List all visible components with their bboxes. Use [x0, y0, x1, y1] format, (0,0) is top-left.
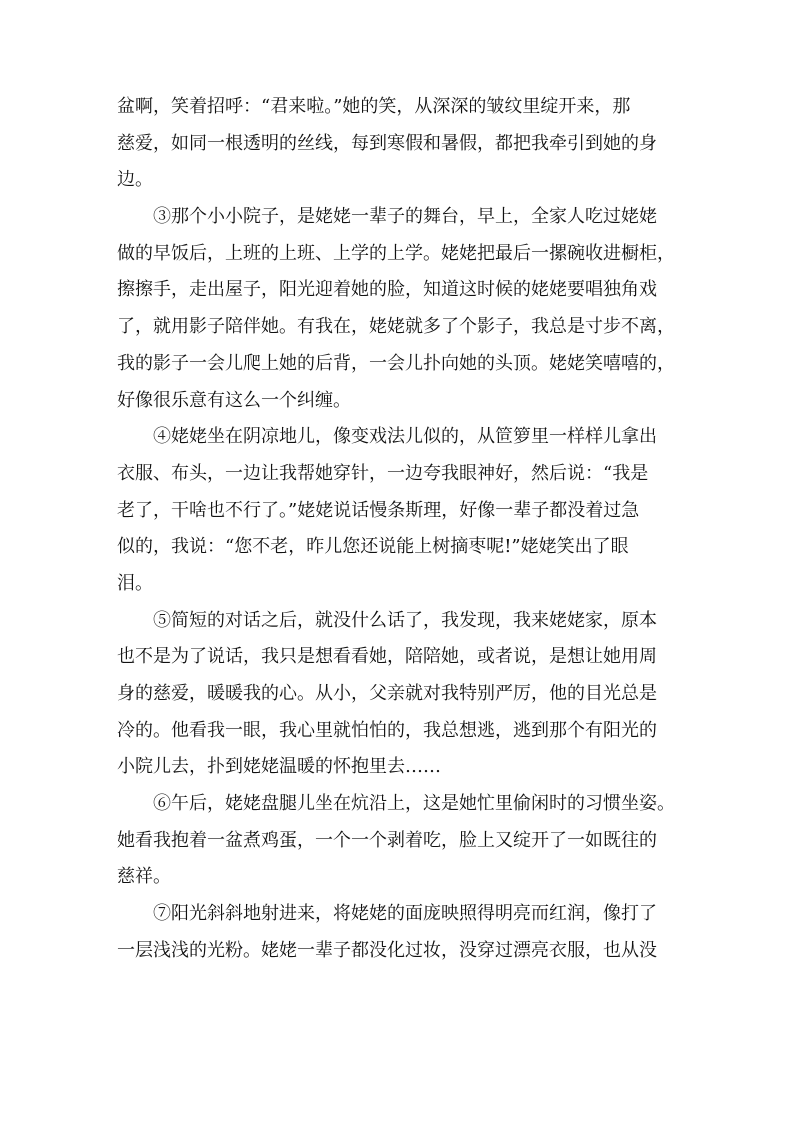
text-line: ⑦阳光斜斜地射进来，将姥姥的面庞映照得明亮而红润，像打了 [153, 903, 657, 925]
text-line: 慈祥。 [117, 866, 171, 888]
text-line: 了，就用影子陪伴她。有我在，姥姥就多了个影子，我总是寸步不离， [117, 316, 675, 338]
paragraph-4 [117, 419, 679, 602]
text-line: ⑥午后，姥姥盘腿儿坐在炕沿上，这是她忙里偷闲时的习惯坐姿。 [153, 793, 675, 815]
text-line: ④姥姥坐在阴凉地儿，像变戏法儿似的，从笸箩里一样样儿拿出 [153, 426, 657, 448]
paragraph-3 [117, 199, 679, 419]
paragraph-2-continuation [117, 89, 679, 199]
paragraph-7 [117, 896, 679, 969]
text-line: 做的早饭后，上班的上班、上学的上学。姥姥把最后一摞碗收进橱柜， [117, 242, 675, 264]
text-line: 边。 [117, 169, 153, 191]
text-line: 似的，我说：“您不老，昨儿您还说能上树摘枣呢!”姥姥笑出了眼 [117, 536, 629, 558]
text-line: 也不是为了说话，我只是想看看她，陪陪她，或者说，是想让她用周 [117, 646, 657, 668]
text-line: 衣服、布头，一边让我帮她穿针，一边夸我眼神好，然后说：“我是 [117, 462, 649, 484]
text-line: ③那个小小院子，是姥姥一辈子的舞台，早上，全家人吃过姥姥 [153, 206, 657, 228]
text-line: 老了，干啥也不行了。”姥姥说话慢条斯理，好像一辈子都没着过急 [117, 499, 640, 521]
article-body [117, 89, 679, 970]
text-line: 慈爱，如同一根透明的丝线，每到寒假和暑假，都把我牵引到她的身 [117, 132, 657, 154]
text-line: 冷的。他看我一眼，我心里就怕怕的，我总想逃，逃到那个有阳光的 [117, 719, 657, 741]
text-line: 泪。 [117, 572, 153, 594]
text-line: 好像很乐意有这么一个纠缠。 [117, 389, 351, 411]
text-line: 一层浅浅的光粉。姥姥一辈子都没化过妆，没穿过漂亮衣服，也从没 [117, 939, 657, 961]
text-line: 小院儿去，扑到姥姥温暖的怀抱里去…… [117, 756, 441, 778]
text-line: 我的影子一会儿爬上她的后背，一会儿扑向她的头顶。姥姥笑嘻嘻的， [117, 352, 675, 374]
text-line: 她看我抱着一盆煮鸡蛋，一个一个剥着吃，脸上又绽开了一如既往的 [117, 829, 657, 851]
paragraph-5 [117, 603, 679, 786]
paragraph-6 [117, 786, 679, 896]
text-line: ⑤简短的对话之后，就没什么话了，我发现，我来姥姥家，原本 [153, 609, 657, 631]
text-line: 身的慈爱，暖暖我的心。从小，父亲就对我特别严厉，他的目光总是 [117, 683, 657, 704]
text-line: 盆啊，笑着招呼：“君来啦。”她的笑，从深深的皱纹里绽开来，那 [117, 96, 631, 117]
text-line: 擦擦手，走出屋子，阳光迎着她的脸，知道这时候的姥姥要唱独角戏 [117, 279, 657, 301]
